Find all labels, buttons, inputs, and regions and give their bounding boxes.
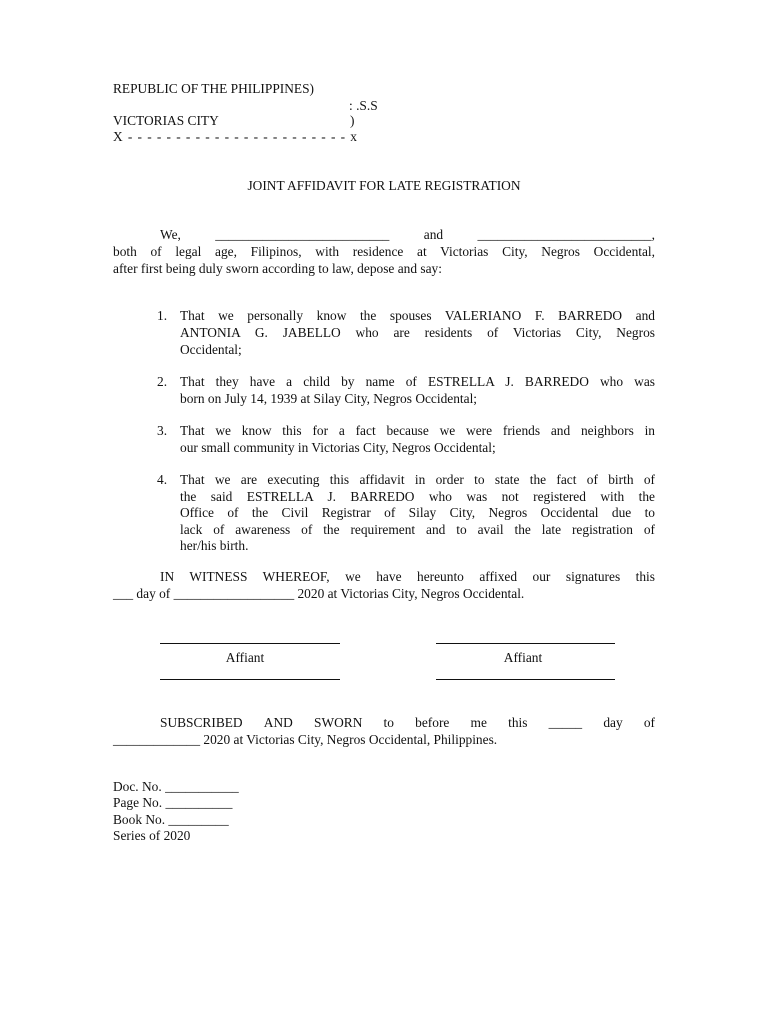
item-4-line-4: lack of awareness of the requirement and to avail the late registration of xyxy=(180,522,655,537)
item-1-line-2: ANTONIA G. JABELLO who are residents of Victorias City, Negros xyxy=(180,325,655,340)
document-title: JOINT AFFIDAVIT FOR LATE REGISTRATION xyxy=(247,178,521,193)
caption-republic: REPUBLIC OF THE PHILIPPINES) xyxy=(113,81,315,96)
subscribed-line-2: _____________ 2020 at Victorias City, Negros Occidental, Philippines. xyxy=(113,732,498,747)
subscribed-word: AND xyxy=(263,715,293,730)
affiant-2-name-line[interactable] xyxy=(436,679,615,680)
intro-affiant-2-blank[interactable]: __________________________, xyxy=(477,227,655,242)
item-4-line-3: Office of the Civil Registrar of Silay City, Negros Occidental due to xyxy=(180,505,655,520)
intro-affiant-1-blank[interactable]: __________________________ xyxy=(215,227,390,242)
affiant-1-label: Affiant xyxy=(225,650,265,665)
item-number: 2. xyxy=(157,374,168,389)
subscribed-line-1 xyxy=(160,714,655,731)
affiant-1-signature-line[interactable] xyxy=(160,643,340,644)
item-2-line-1: That they have a child by name of ESTRELLA J. BARREDO who was xyxy=(180,374,655,389)
item-1-line-3: Occidental; xyxy=(180,342,242,357)
witness-line-2: ___ day of __________________ 2020 at Victorias City, Negros Occidental. xyxy=(113,586,525,601)
item-1-line-1: That we personally know the spouses VALERIANO F. BARREDO and xyxy=(180,308,655,323)
intro-line-2: both of legal age, Filipinos, with residence at Victorias City, Negros Occidental, xyxy=(113,244,655,259)
intro-and: and xyxy=(423,227,444,242)
intro-line-1 xyxy=(160,226,655,243)
subscribed-day-blank[interactable]: _____ xyxy=(548,715,583,730)
notary-doc-no: Doc. No. ___________ xyxy=(113,779,239,794)
item-2-line-2: born on July 14, 1939 at Silay City, Negros Occidental; xyxy=(180,391,478,406)
item-3-line-1: That we know this for a fact because we were friends and neighbors in xyxy=(180,423,655,438)
item-4-line-5: her/his birth. xyxy=(180,538,249,553)
intro-line-3: after first being duly sworn according to law, depose and say: xyxy=(113,261,442,276)
item-number: 1. xyxy=(157,308,168,323)
subscribed-word: day xyxy=(603,715,623,730)
subscribed-word: this xyxy=(508,715,528,730)
item-4-line-1: That we are executing this affidavit in order to state the fact of birth of xyxy=(180,472,655,487)
affiant-1-name-line[interactable] xyxy=(160,679,340,680)
item-number: 4. xyxy=(157,472,168,487)
affiant-2-signature-line[interactable] xyxy=(436,643,615,644)
caption-ss: : .S.S xyxy=(349,98,378,113)
subscribed-word: SWORN xyxy=(314,715,363,730)
subscribed-word: SUBSCRIBED xyxy=(160,715,243,730)
subscribed-word: of xyxy=(643,715,655,730)
item-3-line-2: our small community in Victorias City, Negros Occidental; xyxy=(180,440,496,455)
item-number: 3. xyxy=(157,423,168,438)
item-4-line-2: the said ESTRELLA J. BARREDO who was not registered with the xyxy=(180,489,655,504)
caption-city: VICTORIAS CITY xyxy=(113,113,219,128)
caption-separator: X - - - - - - - - - - - - - - - - - - - - - - - x xyxy=(113,129,357,144)
notary-series: Series of 2020 xyxy=(113,828,191,843)
notary-page-no: Page No. __________ xyxy=(113,795,233,810)
caption-paren: ) xyxy=(350,113,355,128)
affiant-2-label: Affiant xyxy=(503,650,543,665)
subscribed-word: to xyxy=(383,715,394,730)
witness-line-1: IN WITNESS WHEREOF, we have hereunto affixed our signatures this xyxy=(160,569,655,584)
subscribed-word: me xyxy=(470,715,487,730)
subscribed-word: before xyxy=(415,715,450,730)
notary-book-no: Book No. _________ xyxy=(113,812,229,827)
intro-we: We, xyxy=(160,227,181,242)
